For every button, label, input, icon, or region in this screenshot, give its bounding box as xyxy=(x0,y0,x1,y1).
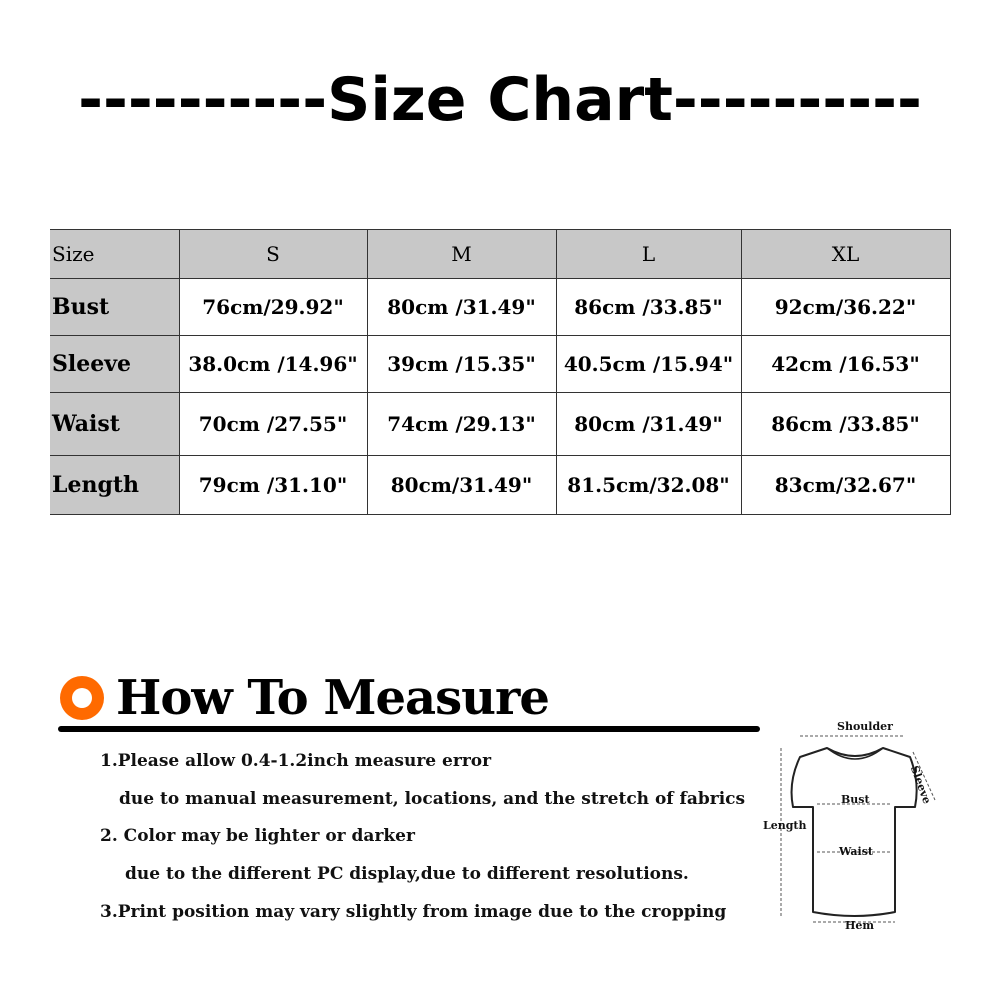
note-line: 2. Color may be lighter or darker xyxy=(100,826,415,846)
table-cell: 42cm /16.53" xyxy=(741,336,950,393)
header-cell: Size xyxy=(50,230,179,279)
row-label: Sleeve xyxy=(50,336,179,393)
table-header-row xyxy=(50,230,950,279)
shoulder-label: Shoulder xyxy=(837,720,893,733)
note-line: due to the different PC display,due to different resolutions. xyxy=(125,864,689,884)
bust-label: Bust xyxy=(841,793,870,806)
header-cell: XL xyxy=(741,230,950,279)
table-cell: 74cm /29.13" xyxy=(367,393,556,456)
heading-underline xyxy=(58,726,760,732)
table-cell: 38.0cm /14.96" xyxy=(179,336,367,393)
section-title: How To Measure xyxy=(116,670,549,726)
table-cell: 79cm /31.10" xyxy=(179,456,367,515)
how-to-measure-heading xyxy=(60,668,549,728)
table-cell: 80cm/31.49" xyxy=(367,456,556,515)
table-cell: 70cm /27.55" xyxy=(179,393,367,456)
table-row xyxy=(50,279,950,336)
measurement-diagram xyxy=(755,712,955,942)
table-cell: 40.5cm /15.94" xyxy=(556,336,741,393)
hem-label: Hem xyxy=(845,919,875,932)
waist-label: Waist xyxy=(839,845,873,858)
note-line: due to manual measurement, locations, and the stretch of fabrics xyxy=(119,789,746,809)
bullet-ring-icon xyxy=(60,676,104,720)
table-cell: 83cm/32.67" xyxy=(741,456,950,515)
table-cell: 86cm /33.85" xyxy=(741,393,950,456)
table-cell: 80cm /31.49" xyxy=(556,393,741,456)
page-title: ----------Size Chart---------- xyxy=(78,65,922,135)
table-row xyxy=(50,456,950,515)
row-label: Bust xyxy=(50,279,179,336)
table-row xyxy=(50,336,950,393)
note-line: 3.Print position may vary slightly from image due to the cropping xyxy=(100,902,727,922)
table-cell: 92cm/36.22" xyxy=(741,279,950,336)
row-label: Length xyxy=(50,456,179,515)
table-cell: 76cm/29.92" xyxy=(179,279,367,336)
note-line: 1.Please allow 0.4-1.2inch measure error xyxy=(100,751,492,771)
sleeve-label: Sleeve xyxy=(907,764,934,806)
length-label: Length xyxy=(763,819,807,832)
header-cell: S xyxy=(179,230,367,279)
header-cell: L xyxy=(556,230,741,279)
table-cell: 86cm /33.85" xyxy=(556,279,741,336)
table-cell: 81.5cm/32.08" xyxy=(556,456,741,515)
table-cell: 80cm /31.49" xyxy=(367,279,556,336)
size-chart-table xyxy=(50,229,951,515)
table-cell: 39cm /15.35" xyxy=(367,336,556,393)
row-label: Waist xyxy=(50,393,179,456)
header-cell: M xyxy=(367,230,556,279)
table-row xyxy=(50,393,950,456)
